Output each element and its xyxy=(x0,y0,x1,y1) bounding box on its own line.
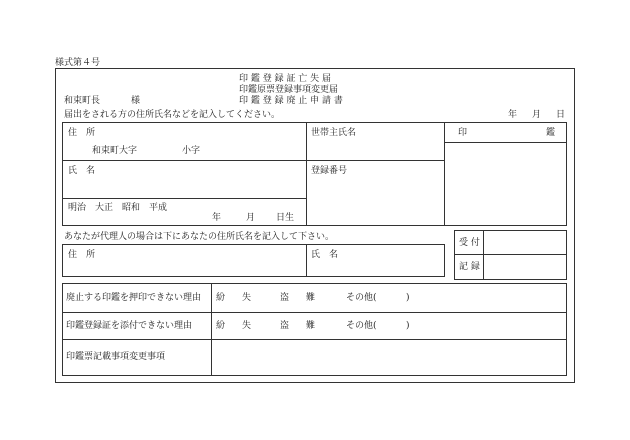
title-abolition-application: 印 鑑 登 録 廃 止 申 請 書 xyxy=(239,96,343,106)
date-day-label: 日 xyxy=(556,110,566,120)
reason-label-seal: 廃止する印鑑を押印できない理由 xyxy=(66,293,202,303)
date-year-label: 年 xyxy=(508,110,518,120)
certificate-lost-option-2[interactable]: 失 xyxy=(242,321,252,331)
reason-other-close: ) xyxy=(406,293,410,303)
applicant-row-divider-1 xyxy=(62,160,444,161)
registration-number-field[interactable] xyxy=(307,176,443,225)
applicant-row-divider-2 xyxy=(62,198,306,199)
agent-address-field[interactable] xyxy=(100,245,305,276)
certificate-stolen-option-2[interactable]: 難 xyxy=(306,321,316,331)
birth-year-label: 年 xyxy=(212,213,222,223)
agent-address-label: 住 所 xyxy=(68,250,96,260)
reason-stolen-option[interactable]: 盗 xyxy=(280,293,290,303)
reason-stolen-option-2[interactable]: 難 xyxy=(306,293,316,303)
certificate-other-close: ) xyxy=(406,321,410,331)
applicant-name-label: 氏 名 xyxy=(68,166,96,176)
recorded-field[interactable] xyxy=(484,255,566,279)
certificate-stolen-option[interactable]: 盗 xyxy=(280,321,290,331)
date-month-label: 月 xyxy=(532,110,542,120)
received-label: 受 付 xyxy=(459,238,480,248)
title-change-notice: 印鑑原票登録事項変更届 xyxy=(239,85,339,95)
certificate-lost-option[interactable]: 紛 xyxy=(216,321,226,331)
change-details-field[interactable] xyxy=(212,340,566,375)
applicant-address-prefix: 和束町大字 xyxy=(92,146,138,156)
form-number: 様式第４号 xyxy=(55,58,101,68)
received-field[interactable] xyxy=(484,231,566,253)
birth-era-options[interactable]: 明治 大正 昭和 平成 xyxy=(68,203,168,213)
reason-other-option[interactable]: その他( xyxy=(346,293,377,303)
household-head-label: 世帯主氏名 xyxy=(311,128,357,138)
birth-day-label: 日生 xyxy=(276,213,295,223)
applicant-address-suffix: 小字 xyxy=(182,146,201,156)
addressee-honorific: 様 xyxy=(131,96,141,106)
addressee-name: 和束町長 xyxy=(64,96,101,106)
applicant-address-label: 住 所 xyxy=(68,128,96,138)
seal-impression-field[interactable] xyxy=(445,143,566,225)
recorded-label: 記 録 xyxy=(459,262,480,272)
household-head-field[interactable] xyxy=(307,138,443,159)
seal-label-left: 印 xyxy=(458,128,468,138)
seal-label-right: 鑑 xyxy=(546,128,556,138)
reason-label-certificate: 印鑑登録証を添付できない理由 xyxy=(66,321,193,331)
agent-instruction: あなたが代理人の場合は下にあなたの住所氏名を記入して下さい。 xyxy=(64,232,335,242)
agent-name-label: 氏 名 xyxy=(311,250,339,260)
reason-lost-option-2[interactable]: 失 xyxy=(242,293,252,303)
applicant-address-field[interactable] xyxy=(63,138,305,159)
certificate-other-option[interactable]: その他( xyxy=(346,321,377,331)
instruction-text: 届出をされる方の住所氏名などを記入してください。 xyxy=(64,110,281,120)
birth-month-label: 月 xyxy=(246,213,256,223)
reason-lost-option[interactable]: 紛 xyxy=(216,293,226,303)
agent-name-field[interactable] xyxy=(345,245,444,276)
title-lost-certificate: 印 鑑 登 録 証 亡 失 届 xyxy=(239,74,332,84)
registration-number-label: 登録番号 xyxy=(311,166,348,176)
applicant-name-field[interactable] xyxy=(63,176,305,197)
reason-label-change: 印鑑票記載事項変更事項 xyxy=(66,352,166,362)
reasons-row-divider-1 xyxy=(62,312,567,313)
agent-divider xyxy=(306,244,307,277)
